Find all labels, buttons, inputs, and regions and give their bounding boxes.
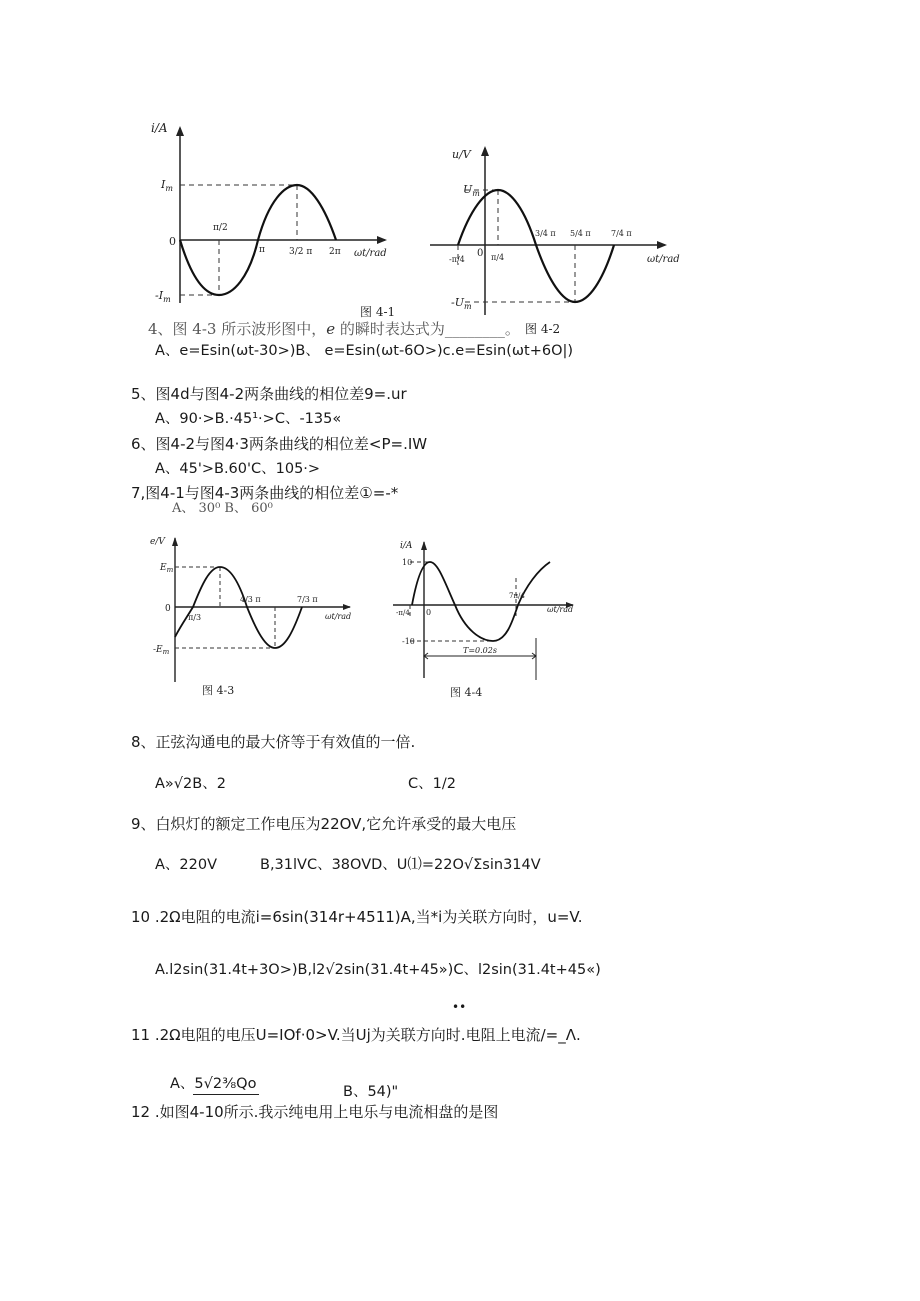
fig41-tick: 2π xyxy=(329,247,341,257)
fig41-origin: 0 xyxy=(169,235,176,248)
q11-stem: 11 .2Ω电阻的电压U=IOf·0>V.当Uj为关联方向时.电阻上电流/=_Λ. xyxy=(131,1026,581,1044)
q10-stem: 10 .2Ω电阻的电流i=6sin(314r+4511)A,当*i为关联方向时，u=V. xyxy=(131,908,583,926)
fig44-caption: 图 4-4 xyxy=(450,686,483,699)
figure-4-3 xyxy=(140,532,365,702)
fig42-caption: 图 4-2 xyxy=(525,322,561,336)
q7-stem: 7,图4-1与图4-3两条曲线的相位差①=-* xyxy=(131,484,399,502)
fig43-xlabel: ωt/rad xyxy=(325,612,352,621)
fig43-tick: 4/3 π xyxy=(240,595,261,604)
fig44-tick: 7π/4 xyxy=(509,592,525,600)
fig41-tick: 3/2 π xyxy=(289,247,313,257)
fig44-peak: 10 xyxy=(402,558,413,567)
fig41-xlabel: ωt/rad xyxy=(354,248,387,259)
figure-4-4 xyxy=(388,538,588,703)
svg-text:-Em: $-E_m$ xyxy=(153,645,170,656)
q6-stem: 6、图4-2与图4·3两条曲线的相位差<P=.IW xyxy=(131,435,428,453)
figure-4-1 xyxy=(145,118,415,318)
q4-stem: 4、图 4-3 所示波形图中，e 的瞬时表达式为________。 xyxy=(148,320,520,338)
q11-underline xyxy=(193,1094,259,1095)
q9-option-bcd: B,31lVC、38OVD、U⑴=22O√Σsin314V xyxy=(260,857,541,873)
fig43-origin: 0 xyxy=(165,604,171,614)
svg-text:Um: $U_m$ xyxy=(463,183,480,198)
svg-text:Im: $I_m$ xyxy=(161,178,173,193)
fig43-ylabel: e/V xyxy=(150,537,165,547)
q10-dots: •• xyxy=(452,1000,467,1014)
q4-options: A、e=Esin(ωt-30>)B、 e=Esin(ωt-6O>)c.e=Esin(ωt+6O|) xyxy=(155,343,574,359)
fig42-tick: π/4 xyxy=(491,253,505,262)
fig43-tick: π/3 xyxy=(188,613,202,622)
q5-stem: 5、图4d与图4-2两条曲线的相位差9=.ur xyxy=(131,385,407,403)
fig42-tick: 5/4 π xyxy=(570,229,591,238)
q8-option-ab: A»√2B、2 xyxy=(155,776,226,792)
fig44-period: T=0.02s xyxy=(463,646,497,655)
q6-options: A、45'>B.60'C、105·> xyxy=(155,461,321,477)
fig42-tick: -π/4 xyxy=(449,255,465,264)
q11-option-a: A、5√2⅜Qo xyxy=(170,1076,257,1092)
fig43-caption: 图 4-3 xyxy=(202,684,235,697)
fig42-sine-curve xyxy=(458,190,614,302)
fig42-tick: 7/4 π xyxy=(611,229,632,238)
svg-text:Em: $E_m$ xyxy=(160,563,174,574)
q8-stem: 8、正弦沟通电的最大侪等于有效值的一倍. xyxy=(131,733,416,751)
fig44-sine-curve xyxy=(412,562,550,641)
fig44-neg-peak: -10 xyxy=(402,637,415,646)
q8-option-c: C、1/2 xyxy=(408,776,456,792)
q9-stem: 9、白炽灯的额定工作电压为22OV,它允许承受的最大电压 xyxy=(131,815,517,833)
fig42-xlabel: ωt/rad xyxy=(647,254,680,265)
q7-options: A、 30⁰ B、 60⁰ xyxy=(172,501,273,516)
fig44-tick: -π/4 xyxy=(396,609,410,617)
svg-text:-Im: $-I_m$ xyxy=(155,289,171,304)
fig42-ylabel: u/V xyxy=(452,148,471,161)
fig41-caption: 图 4-1 xyxy=(360,305,396,318)
fig41-tick: π xyxy=(259,245,265,255)
q5-options: A、90·>B.·45¹·>C、-135« xyxy=(155,411,342,427)
fig42-origin: 0 xyxy=(477,248,484,259)
fig43-tick: 7/3 π xyxy=(297,595,318,604)
fig42-tick: 3/4 π xyxy=(535,229,556,238)
fig44-origin: 0 xyxy=(426,608,432,617)
fig41-tick: π/2 xyxy=(213,223,228,233)
fig44-xlabel: ωt/rad xyxy=(547,605,574,614)
fig44-ylabel: i/A xyxy=(400,541,413,551)
svg-text:-Um: $-U_m$ xyxy=(451,296,472,311)
figure-4-2 xyxy=(425,140,685,340)
q12-stem: 12 .如图4-10所示.我示纯电用上电乐与电流相盘的是图 xyxy=(131,1103,499,1121)
q11-option-b: B、54)" xyxy=(343,1084,399,1100)
q9-option-a: A、220V xyxy=(155,857,218,873)
q10-options: A.l2sin(31.4t+3O>)B,l2√2sin(31.4t+45»)C、l2sin(31.4t+45«) xyxy=(155,962,601,978)
fig41-ylabel: i/A xyxy=(151,121,168,135)
